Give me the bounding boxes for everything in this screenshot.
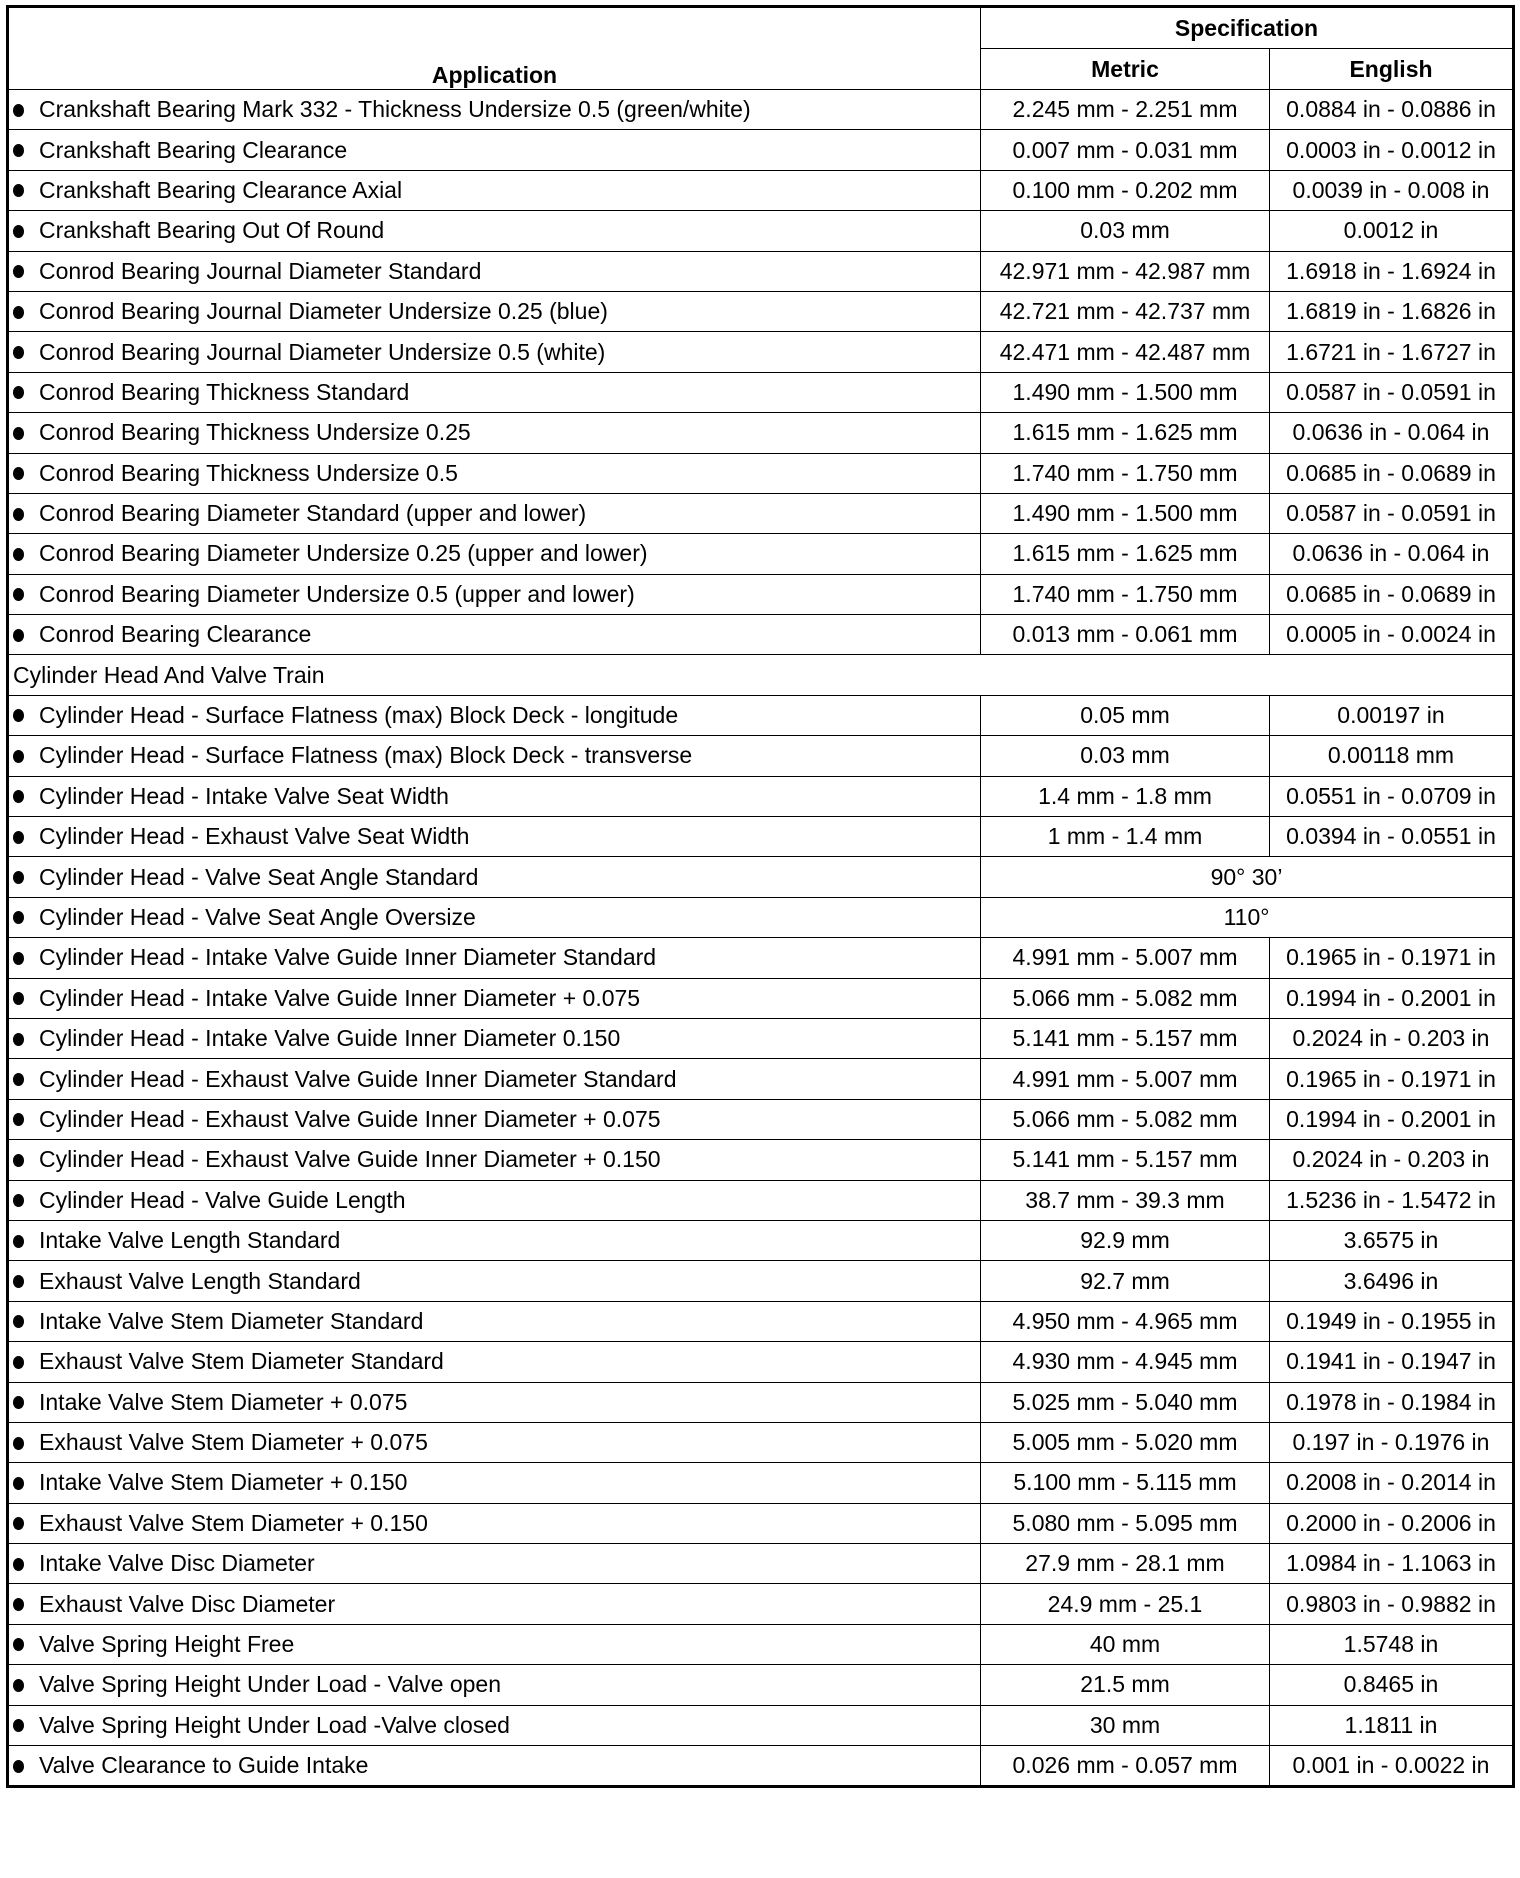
application-cell <box>8 90 981 130</box>
table-row <box>8 978 1514 1018</box>
english-value-cell: 0.2024 in - 0.203 in <box>1270 1140 1514 1180</box>
metric-value-cell: 92.9 mm <box>981 1220 1270 1260</box>
metric-value-cell: 5.100 mm - 5.115 mm <box>981 1463 1270 1503</box>
bullet-icon <box>13 588 24 601</box>
application-label: Cylinder Head - Exhaust Valve Guide Inner Diameter Standard <box>39 1065 677 1092</box>
application-label: Cylinder Head - Exhaust Valve Seat Width <box>39 823 470 850</box>
metric-value-cell: 92.7 mm <box>981 1261 1270 1301</box>
english-value-cell: 0.1994 in - 0.2001 in <box>1270 978 1514 1018</box>
table-row <box>8 1705 1514 1745</box>
application-label: Conrod Bearing Diameter Undersize 0.5 (upper and lower) <box>39 580 635 607</box>
english-value-cell: 0.1994 in - 0.2001 in <box>1270 1099 1514 1139</box>
bullet-icon <box>13 306 24 319</box>
metric-value-cell: 1.615 mm - 1.625 mm <box>981 413 1270 453</box>
english-value-cell: 0.0636 in - 0.064 in <box>1270 534 1514 574</box>
metric-column-header: Metric <box>981 49 1270 90</box>
application-label: Intake Valve Stem Diameter Standard <box>39 1307 424 1334</box>
table-row <box>8 574 1514 614</box>
section-header-row <box>8 655 1514 695</box>
application-label: Conrod Bearing Thickness Undersize 0.25 <box>39 419 471 446</box>
bullet-icon <box>13 386 24 399</box>
english-value-cell: 0.2024 in - 0.203 in <box>1270 1018 1514 1058</box>
application-cell <box>8 1422 981 1462</box>
application-cell <box>8 534 981 574</box>
table-row <box>8 1018 1514 1058</box>
application-cell <box>8 1705 981 1745</box>
application-label: Cylinder Head - Valve Guide Length <box>39 1186 406 1213</box>
metric-value-cell: 42.971 mm - 42.987 mm <box>981 251 1270 291</box>
metric-value-cell: 5.005 mm - 5.020 mm <box>981 1422 1270 1462</box>
table-row <box>8 1342 1514 1382</box>
english-value-cell: 1.1811 in <box>1270 1705 1514 1745</box>
bullet-icon <box>13 1517 24 1530</box>
bullet-icon <box>13 1638 24 1651</box>
bullet-icon <box>13 790 24 803</box>
bullet-icon <box>13 1315 24 1328</box>
english-value-cell: 0.0884 in - 0.0886 in <box>1270 90 1514 130</box>
application-cell <box>8 1140 981 1180</box>
table-row <box>8 251 1514 291</box>
table-row <box>8 1584 1514 1624</box>
bullet-icon <box>13 1154 24 1167</box>
application-label: Valve Spring Height Free <box>39 1631 295 1658</box>
application-cell <box>8 1624 981 1664</box>
application-cell <box>8 453 981 493</box>
metric-value-cell: 5.025 mm - 5.040 mm <box>981 1382 1270 1422</box>
application-label: Conrod Bearing Journal Diameter Undersize 0.25 (blue) <box>39 298 608 325</box>
application-label: Intake Valve Stem Diameter + 0.150 <box>39 1469 408 1496</box>
metric-value-cell: 5.080 mm - 5.095 mm <box>981 1503 1270 1543</box>
bullet-icon <box>13 1679 24 1692</box>
english-value-cell: 0.00197 in <box>1270 695 1514 735</box>
english-value-cell: 0.00118 mm <box>1270 736 1514 776</box>
metric-value-cell: 5.141 mm - 5.157 mm <box>981 1018 1270 1058</box>
table-row <box>8 211 1514 251</box>
table-row <box>8 1301 1514 1341</box>
application-cell <box>8 897 981 937</box>
application-cell <box>8 1059 981 1099</box>
bullet-icon <box>13 1235 24 1248</box>
metric-value-cell: 1.490 mm - 1.500 mm <box>981 372 1270 412</box>
english-value-cell: 0.0685 in - 0.0689 in <box>1270 574 1514 614</box>
metric-value-cell: 1.490 mm - 1.500 mm <box>981 493 1270 533</box>
table-row <box>8 332 1514 372</box>
section-title: Cylinder Head And Valve Train <box>8 655 1514 695</box>
english-value-cell: 0.1965 in - 0.1971 in <box>1270 1059 1514 1099</box>
application-cell <box>8 736 981 776</box>
english-value-cell: 0.001 in - 0.0022 in <box>1270 1746 1514 1787</box>
specification-column-header: Specification <box>981 7 1514 49</box>
table-row <box>8 1382 1514 1422</box>
application-cell <box>8 1301 981 1341</box>
bullet-icon <box>13 104 24 117</box>
table-row <box>8 534 1514 574</box>
english-value-cell: 0.1941 in - 0.1947 in <box>1270 1342 1514 1382</box>
english-value-cell: 0.9803 in - 0.9882 in <box>1270 1584 1514 1624</box>
metric-value-cell: 21.5 mm <box>981 1665 1270 1705</box>
metric-value-cell: 5.066 mm - 5.082 mm <box>981 978 1270 1018</box>
metric-value-cell: 1.740 mm - 1.750 mm <box>981 453 1270 493</box>
english-value-cell: 0.1949 in - 0.1955 in <box>1270 1301 1514 1341</box>
metric-value-cell: 1.740 mm - 1.750 mm <box>981 574 1270 614</box>
table-row <box>8 453 1514 493</box>
specification-value-cell: 110° <box>981 897 1514 937</box>
application-label: Cylinder Head - Exhaust Valve Guide Inner Diameter + 0.075 <box>39 1105 661 1132</box>
application-cell <box>8 1584 981 1624</box>
table-row <box>8 1463 1514 1503</box>
application-cell <box>8 493 981 533</box>
application-label: Cylinder Head - Intake Valve Guide Inner Diameter + 0.075 <box>39 984 641 1011</box>
english-value-cell: 1.5236 in - 1.5472 in <box>1270 1180 1514 1220</box>
application-label: Exhaust Valve Stem Diameter Standard <box>39 1348 444 1375</box>
english-value-cell: 0.0394 in - 0.0551 in <box>1270 817 1514 857</box>
application-label: Crankshaft Bearing Out Of Round <box>39 217 385 244</box>
application-label: Intake Valve Length Standard <box>39 1227 341 1254</box>
table-row <box>8 1140 1514 1180</box>
application-cell <box>8 130 981 170</box>
bullet-icon <box>13 992 24 1005</box>
table-row <box>8 1665 1514 1705</box>
table-row <box>8 1261 1514 1301</box>
table-row <box>8 736 1514 776</box>
table-row <box>8 1220 1514 1260</box>
application-cell <box>8 1099 981 1139</box>
bullet-icon <box>13 1073 24 1086</box>
english-value-cell: 0.0636 in - 0.064 in <box>1270 413 1514 453</box>
metric-value-cell: 30 mm <box>981 1705 1270 1745</box>
application-label: Valve Spring Height Under Load - Valve open <box>39 1671 501 1698</box>
application-label: Conrod Bearing Clearance <box>39 621 312 648</box>
application-label: Crankshaft Bearing Mark 332 - Thickness Undersize 0.5 (green/white) <box>39 96 751 123</box>
table-row <box>8 938 1514 978</box>
table-row <box>8 1544 1514 1584</box>
table-row <box>8 857 1514 897</box>
table-row <box>8 897 1514 937</box>
metric-value-cell: 1.615 mm - 1.625 mm <box>981 534 1270 574</box>
table-row <box>8 372 1514 412</box>
table-row <box>8 695 1514 735</box>
metric-value-cell: 4.950 mm - 4.965 mm <box>981 1301 1270 1341</box>
metric-value-cell: 42.471 mm - 42.487 mm <box>981 332 1270 372</box>
metric-value-cell: 0.03 mm <box>981 736 1270 776</box>
application-label: Valve Spring Height Under Load -Valve closed <box>39 1711 510 1738</box>
application-label: Conrod Bearing Diameter Standard (upper and lower) <box>39 500 587 527</box>
application-label: Cylinder Head - Surface Flatness (max) Block Deck - longitude <box>39 702 679 729</box>
application-label: Cylinder Head - Surface Flatness (max) Block Deck - transverse <box>39 742 693 769</box>
bullet-icon <box>13 467 24 480</box>
application-cell <box>8 332 981 372</box>
english-value-cell: 0.2000 in - 0.2006 in <box>1270 1503 1514 1543</box>
english-value-cell: 0.2008 in - 0.2014 in <box>1270 1463 1514 1503</box>
application-cell <box>8 695 981 735</box>
application-label: Valve Clearance to Guide Intake <box>39 1752 369 1779</box>
english-value-cell: 0.0587 in - 0.0591 in <box>1270 372 1514 412</box>
specification-value-cell: 90° 30’ <box>981 857 1514 897</box>
english-value-cell: 0.0685 in - 0.0689 in <box>1270 453 1514 493</box>
metric-value-cell: 4.991 mm - 5.007 mm <box>981 938 1270 978</box>
bullet-icon <box>13 750 24 763</box>
application-label: Cylinder Head - Valve Seat Angle Oversize <box>39 904 476 930</box>
table-row <box>8 1059 1514 1099</box>
application-cell <box>8 938 981 978</box>
bullet-icon <box>13 1396 24 1409</box>
application-cell <box>8 413 981 453</box>
table-row <box>8 90 1514 130</box>
metric-value-cell: 4.930 mm - 4.945 mm <box>981 1342 1270 1382</box>
metric-value-cell: 24.9 mm - 25.1 <box>981 1584 1270 1624</box>
metric-value-cell: 0.026 mm - 0.057 mm <box>981 1746 1270 1787</box>
application-label: Exhaust Valve Stem Diameter + 0.075 <box>39 1429 428 1456</box>
bullet-icon <box>13 144 24 157</box>
english-value-cell: 1.6721 in - 1.6727 in <box>1270 332 1514 372</box>
english-value-cell: 0.0587 in - 0.0591 in <box>1270 493 1514 533</box>
bullet-icon <box>13 1033 24 1046</box>
application-cell <box>8 170 981 210</box>
bullet-icon <box>13 709 24 722</box>
specification-table <box>6 5 1515 1788</box>
application-cell <box>8 574 981 614</box>
table-row <box>8 413 1514 453</box>
application-label: Exhaust Valve Disc Diameter <box>39 1590 336 1617</box>
table-row <box>8 1503 1514 1543</box>
english-value-cell: 0.1978 in - 0.1984 in <box>1270 1382 1514 1422</box>
application-label: Intake Valve Stem Diameter + 0.075 <box>39 1388 408 1415</box>
metric-value-cell: 38.7 mm - 39.3 mm <box>981 1180 1270 1220</box>
application-cell <box>8 291 981 331</box>
application-cell <box>8 857 981 897</box>
metric-value-cell: 0.007 mm - 0.031 mm <box>981 130 1270 170</box>
bullet-icon <box>13 427 24 440</box>
bullet-icon <box>13 1760 24 1773</box>
application-cell <box>8 1503 981 1543</box>
application-cell <box>8 1665 981 1705</box>
table-header <box>8 7 1514 90</box>
metric-value-cell: 40 mm <box>981 1624 1270 1664</box>
application-label: Conrod Bearing Thickness Undersize 0.5 <box>39 459 458 486</box>
application-cell <box>8 978 981 1018</box>
english-value-cell: 0.0551 in - 0.0709 in <box>1270 776 1514 816</box>
table-row <box>8 291 1514 331</box>
english-value-cell: 1.0984 in - 1.1063 in <box>1270 1544 1514 1584</box>
application-cell <box>8 1342 981 1382</box>
application-cell <box>8 1463 981 1503</box>
table-row <box>8 170 1514 210</box>
application-cell <box>8 1544 981 1584</box>
bullet-icon <box>13 1598 24 1611</box>
metric-value-cell: 0.013 mm - 0.061 mm <box>981 615 1270 655</box>
bullet-icon <box>13 1719 24 1732</box>
table-row <box>8 1099 1514 1139</box>
application-cell <box>8 1382 981 1422</box>
application-cell <box>8 776 981 816</box>
bullet-icon <box>13 184 24 197</box>
application-cell <box>8 1220 981 1260</box>
application-cell <box>8 615 981 655</box>
application-cell <box>8 211 981 251</box>
table-row <box>8 1746 1514 1787</box>
metric-value-cell: 27.9 mm - 28.1 mm <box>981 1544 1270 1584</box>
bullet-icon <box>13 1437 24 1450</box>
metric-value-cell: 42.721 mm - 42.737 mm <box>981 291 1270 331</box>
application-cell <box>8 1261 981 1301</box>
application-label: Cylinder Head - Exhaust Valve Guide Inner Diameter + 0.150 <box>39 1146 661 1173</box>
table-row <box>8 1624 1514 1664</box>
metric-value-cell: 1 mm - 1.4 mm <box>981 817 1270 857</box>
application-label: Exhaust Valve Stem Diameter + 0.150 <box>39 1509 428 1536</box>
application-cell <box>8 1018 981 1058</box>
table-row <box>8 1180 1514 1220</box>
bullet-icon <box>13 225 24 238</box>
english-value-cell: 1.6819 in - 1.6826 in <box>1270 291 1514 331</box>
english-value-cell: 0.0039 in - 0.008 in <box>1270 170 1514 210</box>
english-value-cell: 0.0003 in - 0.0012 in <box>1270 130 1514 170</box>
bullet-icon <box>13 1477 24 1490</box>
bullet-icon <box>13 548 24 561</box>
english-value-cell: 1.5748 in <box>1270 1624 1514 1664</box>
application-label: Cylinder Head - Valve Seat Angle Standard <box>39 863 479 890</box>
metric-value-cell: 5.141 mm - 5.157 mm <box>981 1140 1270 1180</box>
english-value-cell: 3.6496 in <box>1270 1261 1514 1301</box>
english-column-header: English <box>1270 49 1514 90</box>
bullet-icon <box>13 1113 24 1126</box>
english-value-cell: 1.6918 in - 1.6924 in <box>1270 251 1514 291</box>
application-cell <box>8 251 981 291</box>
bullet-icon <box>13 1558 24 1571</box>
application-label: Crankshaft Bearing Clearance Axial <box>39 176 403 203</box>
bullet-icon <box>13 911 24 924</box>
english-value-cell: 0.0005 in - 0.0024 in <box>1270 615 1514 655</box>
bullet-icon <box>13 871 24 884</box>
table-row <box>8 776 1514 816</box>
application-label: Conrod Bearing Journal Diameter Undersize 0.5 (white) <box>39 338 606 365</box>
bullet-icon <box>13 952 24 965</box>
application-label: Intake Valve Disc Diameter <box>39 1550 315 1577</box>
english-value-cell: 0.0012 in <box>1270 211 1514 251</box>
application-cell <box>8 1746 981 1787</box>
metric-value-cell: 0.05 mm <box>981 695 1270 735</box>
bullet-icon <box>13 346 24 359</box>
application-column-header: Application <box>8 7 981 90</box>
bullet-icon <box>13 629 24 642</box>
application-label: Cylinder Head - Intake Valve Guide Inner Diameter 0.150 <box>39 1025 621 1052</box>
metric-value-cell: 0.03 mm <box>981 211 1270 251</box>
metric-value-cell: 2.245 mm - 2.251 mm <box>981 90 1270 130</box>
bullet-icon <box>13 1275 24 1288</box>
application-label: Crankshaft Bearing Clearance <box>39 136 348 163</box>
bullet-icon <box>13 1356 24 1369</box>
english-value-cell: 0.1965 in - 0.1971 in <box>1270 938 1514 978</box>
table-body <box>8 90 1514 1787</box>
bullet-icon <box>13 508 24 521</box>
table-row <box>8 130 1514 170</box>
metric-value-cell: 0.100 mm - 0.202 mm <box>981 170 1270 210</box>
metric-value-cell: 4.991 mm - 5.007 mm <box>981 1059 1270 1099</box>
table-row <box>8 615 1514 655</box>
english-value-cell: 3.6575 in <box>1270 1220 1514 1260</box>
application-label: Cylinder Head - Intake Valve Seat Width <box>39 782 449 809</box>
application-label: Exhaust Valve Length Standard <box>39 1267 361 1294</box>
bullet-icon <box>13 1194 24 1207</box>
table-row <box>8 1422 1514 1462</box>
application-cell <box>8 372 981 412</box>
application-label: Conrod Bearing Diameter Undersize 0.25 (upper and lower) <box>39 540 648 567</box>
english-value-cell: 0.197 in - 0.1976 in <box>1270 1422 1514 1462</box>
application-cell <box>8 1180 981 1220</box>
metric-value-cell: 1.4 mm - 1.8 mm <box>981 776 1270 816</box>
application-cell <box>8 817 981 857</box>
application-label: Cylinder Head - Intake Valve Guide Inner Diameter Standard <box>39 944 657 971</box>
application-label: Conrod Bearing Journal Diameter Standard <box>39 257 482 284</box>
table-row <box>8 493 1514 533</box>
english-value-cell: 0.8465 in <box>1270 1665 1514 1705</box>
bullet-icon <box>13 831 24 844</box>
metric-value-cell: 5.066 mm - 5.082 mm <box>981 1099 1270 1139</box>
application-label: Conrod Bearing Thickness Standard <box>39 378 410 405</box>
bullet-icon <box>13 265 24 278</box>
table-row <box>8 817 1514 857</box>
